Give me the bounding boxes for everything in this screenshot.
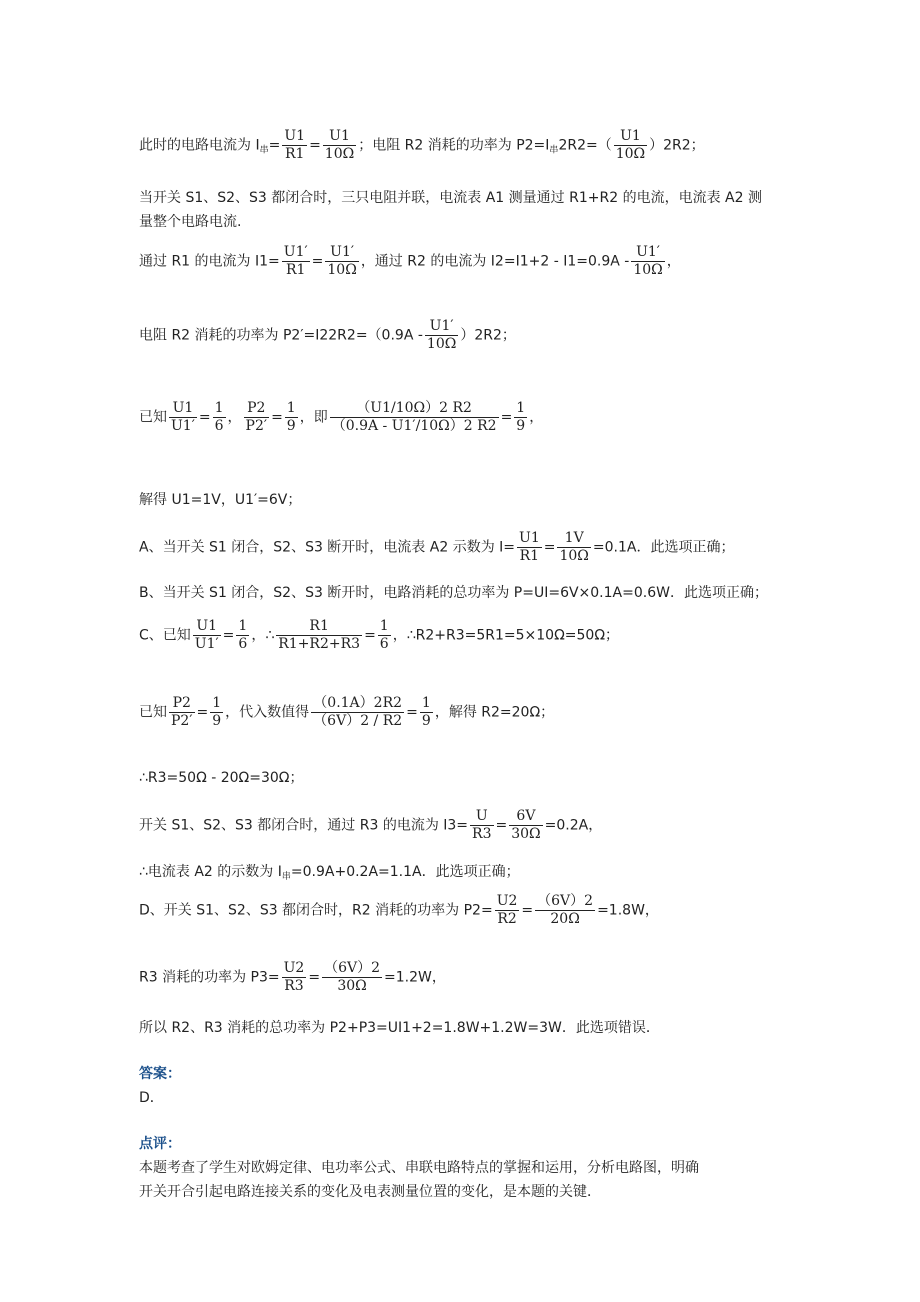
text: =	[364, 627, 376, 644]
fraction	[470, 808, 493, 843]
numerator: U1′	[631, 244, 664, 262]
fraction	[631, 244, 664, 279]
denominator: P2′	[171, 713, 193, 729]
text: =	[311, 253, 324, 270]
text: ，通过 R2 的电流为 I2=I1+2 - I1=0.9A -	[360, 253, 630, 270]
text: =	[268, 137, 281, 154]
solution-line-15	[139, 893, 659, 928]
solution-line-11	[139, 695, 554, 730]
solution-line-3: 量整个电路电流.	[139, 214, 242, 230]
denominator: R3	[472, 826, 492, 842]
fraction	[213, 400, 226, 435]
text: =	[521, 902, 534, 919]
denominator: R3	[284, 978, 304, 994]
comment-line-1: 本题考查了学生对欧姆定律、电功率公式、串联电路特点的掌握和运用，分析电路图，明确	[139, 1160, 699, 1176]
numerator: U1′	[425, 318, 458, 336]
denominator: 30Ω	[337, 978, 367, 994]
fraction	[282, 244, 310, 279]
text: =	[198, 409, 211, 426]
fraction	[210, 695, 223, 730]
denominator: （6V）2 / R2	[313, 713, 403, 729]
fraction	[311, 695, 404, 730]
subscript: 串	[549, 145, 559, 156]
denominator: 10Ω	[615, 146, 646, 162]
denominator: R1+R2+R3	[278, 636, 361, 652]
numerator: （0.1A）2R2	[311, 695, 404, 713]
denominator: 10Ω	[426, 336, 457, 352]
text: =	[196, 704, 209, 721]
numerator: U1	[193, 618, 221, 636]
numerator: 6V	[509, 808, 542, 826]
denominator: R1	[284, 146, 305, 162]
text: =1.8W，	[597, 902, 659, 919]
numerator: U1	[519, 530, 540, 546]
solution-line-4	[139, 244, 681, 279]
denominator: 10Ω	[324, 146, 355, 162]
numerator: R1	[276, 618, 362, 636]
fraction	[535, 893, 595, 928]
solution-line-17: 所以 R2、R3 消耗的总功率为 P2+P3=UI1+2=1.8W+1.2W=3W．此选项错误．	[139, 1020, 660, 1036]
comment-line-2: 开关开合引起电路连接关系的变化及电表测量位置的变化，是本题的关键．	[139, 1184, 601, 1200]
denominator: 30Ω	[511, 826, 541, 842]
fraction	[425, 318, 458, 353]
numerator: U1	[284, 128, 306, 144]
denominator: 9	[212, 713, 222, 729]
text: =	[308, 969, 321, 986]
text: =	[500, 409, 513, 426]
text: ，	[666, 253, 681, 270]
solution-line-2: 当开关 S1、S2、S3 都闭合时，三只电阻并联，电流表 A1 测量通过 R1+R2 的电流，电流表 A2 测	[139, 190, 762, 206]
text: =1.2W，	[384, 969, 446, 986]
numerator: （U1/10Ω）2 R2	[330, 400, 499, 418]
denominator: R2	[497, 911, 517, 927]
denominator: R1	[285, 262, 306, 278]
text: 电阻 R2 消耗的功率为 P2′=I22R2=（0.9A -	[139, 327, 423, 344]
fraction	[517, 530, 542, 565]
numerator: P2	[169, 695, 195, 713]
text: =	[495, 817, 508, 834]
solution-line-13	[139, 808, 602, 843]
numerator: 1	[214, 400, 224, 416]
numerator: U1	[614, 128, 647, 146]
numerator: 1	[238, 618, 248, 634]
denominator: 9	[516, 418, 526, 434]
solution-line-9: B、当开关 S1 闭合，S2、S3 断开时，电路消耗的总功率为 P=UI=6V×0.1A=0.6W．此选项正确；	[139, 585, 768, 601]
fraction	[236, 618, 249, 653]
fraction	[322, 960, 382, 995]
denominator: U1′	[171, 418, 195, 434]
fraction	[244, 400, 270, 435]
fraction	[514, 400, 527, 435]
fraction	[276, 618, 362, 653]
solution-line-7: 解得 U1=1V，U1′=6V；	[139, 492, 302, 508]
solution-line-5	[139, 318, 516, 353]
denominator: 6	[214, 418, 224, 434]
text: ，代入数值得	[225, 704, 310, 721]
text: =	[543, 539, 556, 556]
numerator: U1′	[325, 244, 358, 262]
fraction	[495, 893, 520, 928]
fraction	[169, 695, 195, 730]
text: =	[309, 137, 321, 154]
text: ，即	[299, 409, 328, 426]
text: ，解得 R2=20Ω；	[434, 704, 555, 721]
numerator: 1	[212, 695, 222, 711]
solution-line-6	[139, 400, 543, 435]
denominator: U1′	[194, 636, 219, 652]
numerator: 1	[379, 618, 389, 634]
text: 此时的电路电流为 I	[139, 137, 260, 154]
answer-value: D．	[139, 1090, 164, 1106]
fraction	[325, 244, 358, 279]
fraction	[323, 128, 356, 163]
text: =0.9A+0.2A=1.1A．此选项正确；	[290, 864, 520, 880]
solution-line-14	[139, 862, 520, 887]
solution-line-16	[139, 960, 446, 995]
numerator: 1V	[557, 530, 590, 548]
subscript: 串	[259, 145, 269, 156]
text: ，	[529, 409, 544, 426]
denominator: 9	[421, 713, 431, 729]
numerator: U2	[496, 893, 518, 909]
denominator: P2′	[245, 418, 268, 434]
text: ）2R2；	[649, 137, 705, 154]
denominator: R1	[519, 548, 540, 564]
solution-line-12: ∴R3=50Ω - 20Ω=30Ω；	[139, 770, 304, 786]
text: =0.1A．此选项正确；	[592, 539, 735, 556]
text: ∴电流表 A2 的示数为 I	[139, 864, 282, 880]
text: R3 消耗的功率为 P3=	[139, 969, 280, 986]
denominator: 9	[286, 418, 296, 434]
fraction	[193, 618, 221, 653]
text: 已知	[139, 409, 167, 426]
numerator: U1	[323, 128, 356, 146]
numerator: 1	[516, 400, 526, 416]
solution-line-8	[139, 530, 734, 565]
text: =0.2A，	[544, 817, 603, 834]
text: ，	[227, 409, 242, 426]
numerator: P2	[244, 400, 270, 418]
text: 通过 R1 的电流为 I1=	[139, 253, 280, 270]
numerator: U	[470, 808, 493, 826]
numerator: （6V）2	[537, 893, 594, 909]
text: ，∴R2+R3=5R1=5×10Ω=50Ω；	[392, 627, 620, 644]
text: D、开关 S1、S2、S3 都闭合时，R2 消耗的功率为 P2=	[139, 902, 493, 919]
denominator: 10Ω	[327, 262, 357, 278]
solution-line-1	[139, 128, 705, 163]
fraction	[557, 530, 590, 565]
comment-heading: 点评：	[139, 1136, 181, 1152]
subscript: 串	[281, 872, 291, 882]
fraction	[509, 808, 542, 843]
denominator: 20Ω	[550, 911, 580, 927]
text: A、当开关 S1 闭合，S2、S3 断开时，电流表 A2 示数为 I=	[139, 539, 516, 556]
text: 开关 S1、S2、S3 都闭合时，通过 R3 的电流为 I3=	[139, 817, 469, 834]
answer-heading: 答案：	[139, 1066, 181, 1082]
denominator: （0.9A - U1′/10Ω）2 R2	[331, 418, 497, 434]
text: 已知	[139, 704, 167, 721]
numerator: 1	[421, 695, 431, 711]
text: C、已知	[139, 627, 191, 644]
text: 2R2=（	[558, 137, 612, 154]
fraction	[378, 618, 391, 653]
denominator: 10Ω	[559, 548, 589, 564]
numerator: （6V）2	[324, 960, 381, 976]
text: =	[271, 409, 283, 426]
denominator: 10Ω	[633, 262, 663, 278]
fraction	[282, 128, 307, 163]
text: =	[222, 627, 235, 644]
fraction	[420, 695, 433, 730]
fraction	[282, 960, 307, 995]
fraction	[285, 400, 298, 435]
denominator: 6	[238, 636, 248, 652]
fraction	[169, 400, 197, 435]
text: ）2R2；	[460, 327, 516, 344]
text: =	[406, 704, 418, 721]
solution-line-10	[139, 618, 619, 653]
numerator: U1′	[283, 244, 308, 260]
text: ；电阻 R2 消耗的功率为 P2=I	[358, 137, 550, 154]
numerator: U2	[283, 960, 305, 976]
fraction	[614, 128, 647, 163]
numerator: U1	[169, 400, 197, 418]
text: ，∴	[251, 627, 275, 644]
fraction	[330, 400, 499, 435]
numerator: 1	[286, 400, 296, 416]
denominator: 6	[379, 636, 389, 652]
